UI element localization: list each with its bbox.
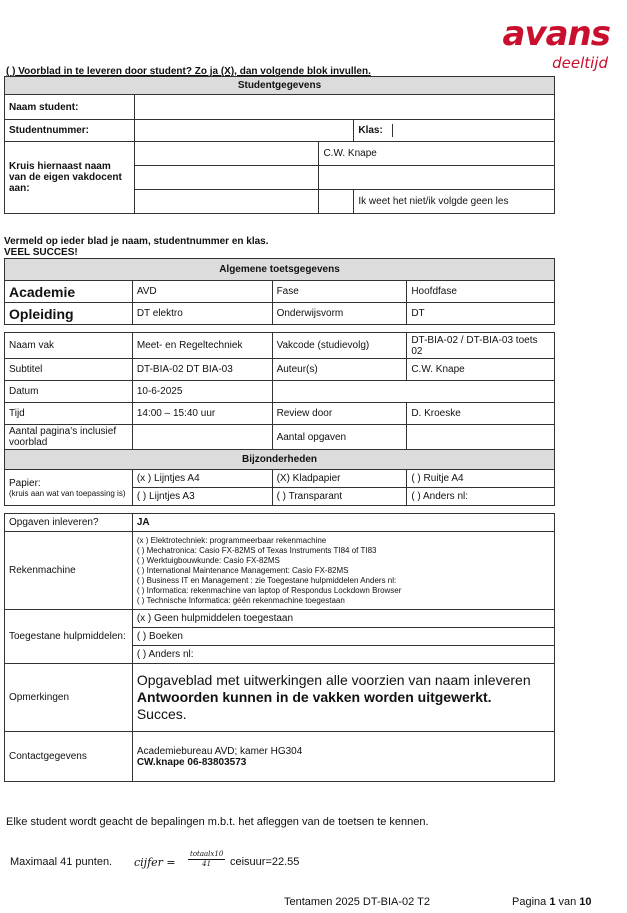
general-header: Algemene toetsgegevens (5, 259, 555, 281)
opgaven-label: Aantal opgaven (272, 425, 407, 450)
teacher-checkbox-2[interactable] (134, 166, 319, 190)
student-table (4, 76, 555, 214)
opm-line-3: Succes. (136, 706, 187, 722)
hulp-option-2[interactable]: ( ) Boeken (132, 628, 554, 646)
page-number: 1 (549, 896, 556, 908)
teacher-checkbox-1[interactable] (134, 142, 319, 166)
fraction-numerator: totaalx10 (190, 850, 224, 858)
reken-option[interactable]: ( ) Technische Informatica: géén rekenmachine toegestaan (136, 595, 345, 605)
opleiding-label: Opleiding (5, 303, 133, 325)
reken-option[interactable]: ( ) Werktuigbouwkunde: Casio FX-82MS (136, 555, 280, 565)
datum-value: 10-6-2025 (132, 381, 272, 403)
papier-option-1[interactable]: (x ) Lijntjes A4 (132, 470, 272, 488)
ceisuur: ceisuur=22.55 (230, 856, 300, 868)
academie-label: Academie (5, 281, 133, 303)
onderwijsvorm-label: Onderwijsvorm (272, 303, 407, 325)
reken-option[interactable]: ( ) International Maintenance Management: Casio FX-82MS (136, 565, 349, 575)
page-total: 10 (579, 896, 592, 908)
opm-line-2: Antwoorden kunnen in de vakken worden uitgewerkt. (136, 689, 492, 705)
auteur-label: Auteur(s) (272, 359, 407, 381)
class-label: Klas: (354, 124, 393, 137)
page-indicator (512, 896, 592, 908)
teacher-checkbox-3[interactable] (134, 190, 319, 214)
opgaven-field[interactable] (407, 425, 555, 450)
details-header: Bijzonderheden (5, 450, 555, 470)
inleveren-label: Opgaven inleveren? (5, 514, 133, 532)
subtitel-label: Subtitel (5, 359, 133, 381)
hulp-option-3[interactable]: ( ) Anders nl: (132, 646, 554, 664)
papier-option-6[interactable]: ( ) Anders nl: (407, 488, 555, 506)
name-label: Naam student: (5, 95, 135, 120)
contact-line-2: CW.knape 06-83803573 (136, 756, 247, 768)
opm-line-1: Opgaveblad met uitwerkingen alle voorzien van naam inleveren (136, 672, 531, 688)
papier-option-3[interactable]: ( ) Ruitje A4 (407, 470, 555, 488)
fraction-denominator: 41 (202, 860, 212, 868)
papier-sub: (kruis aan wat van toepassing is) (9, 488, 126, 498)
review-value: D. Kroeske (407, 403, 555, 425)
papier-label: Papier: (9, 477, 41, 489)
subtitel-value: DT-BIA-02 DT BIA-03 (132, 359, 272, 381)
papier-option-5[interactable]: ( ) Transparant (272, 488, 407, 506)
contact-line-1: Academiebureau AVD; kamer HG304 (136, 745, 303, 757)
page-mid: van (555, 896, 580, 908)
avans-logo (478, 14, 610, 76)
exam-code: Tentamen 2025 DT-BIA-02 T2 (284, 896, 430, 908)
datum-label: Datum (5, 381, 133, 403)
fase-label: Fase (272, 281, 407, 303)
teacher-name-blank (319, 166, 555, 190)
teacher-name: C.W. Knape (319, 142, 555, 166)
vak-value: Meet- en Regeltechniek (132, 333, 272, 359)
paginas-field[interactable] (132, 425, 272, 450)
number-label: Studentnummer: (5, 120, 135, 142)
reken-option[interactable]: ( ) Mechatronica: Casio FX-82MS of Texas Instruments TI84 of TI83 (136, 545, 377, 555)
reken-label: Rekenmachine (5, 532, 133, 610)
papier-option-2[interactable]: (X) Kladpapier (272, 470, 407, 488)
number-field[interactable] (134, 120, 353, 142)
onderwijsvorm-value: DT (407, 303, 555, 325)
name-field[interactable] (134, 95, 554, 120)
student-header: Studentgegevens (5, 77, 555, 95)
logo-sub: deeltijd (552, 54, 608, 72)
teacher-label: Kruis hiernaast naam van de eigen vakdocent aan: (5, 142, 135, 214)
review-label: Review door (272, 403, 407, 425)
teacher-unknown: Ik weet het niet/ik volgde geen les (354, 190, 555, 214)
reken-option[interactable]: ( ) Business IT en Management : zie Toegestane hulpmiddelen Anders nl: (136, 575, 397, 585)
vak-label: Naam vak (5, 333, 133, 359)
tijd-label: Tijd (5, 403, 133, 425)
paginas-label: Aantal pagina’s inclusief voorblad (5, 425, 133, 450)
intro-text: ( ) Voorblad in te leveren door student? Zo ja (X), dan volgende blok invullen. (6, 66, 371, 77)
reken-option[interactable]: (x ) Elektrotechniek: programmeerbaar rekenmachine (136, 535, 327, 545)
auteur-value: C.W. Knape (407, 359, 555, 381)
cijfer-fraction (188, 850, 225, 869)
notice-1: Vermeld op ieder blad je naam, studentnummer en klas. (4, 236, 269, 247)
vakcode-label: Vakcode (studievolg) (272, 333, 407, 359)
fase-value: Hoofdfase (407, 281, 555, 303)
hulp-option-1[interactable]: (x ) Geen hulpmiddelen toegestaan (132, 610, 554, 628)
notice-2: VEEL SUCCES! (4, 247, 78, 258)
class-field[interactable] (393, 124, 554, 137)
page-prefix: Pagina (512, 896, 550, 908)
papier-option-4[interactable]: ( ) Lijntjes A3 (132, 488, 272, 506)
contact-label: Contactgegevens (5, 732, 133, 782)
inleveren-value: JA (132, 514, 554, 532)
cijfer-label: cijfer = (134, 856, 176, 869)
opleiding-value: DT elektro (132, 303, 272, 325)
opm-label: Opmerkingen (5, 664, 133, 732)
academie-value: AVD (132, 281, 272, 303)
logo-brand: avans (502, 14, 610, 54)
vakcode-value: DT-BIA-02 / DT-BIA-03 toets 02 (407, 333, 555, 359)
hulp-label: Toegestane hulpmiddelen: (5, 610, 133, 664)
reken-option[interactable]: ( ) Informatica: rekenmachine van laptop of Respondus Lockdown Browser (136, 585, 402, 595)
tijd-value: 14:00 – 15:40 uur (132, 403, 272, 425)
exam-table (4, 258, 555, 782)
max-points: Maximaal 41 punten. (10, 856, 113, 868)
footer-rule: Elke student wordt geacht de bepalingen m.b.t. het afleggen van de toetsen te kennen. (6, 816, 429, 828)
